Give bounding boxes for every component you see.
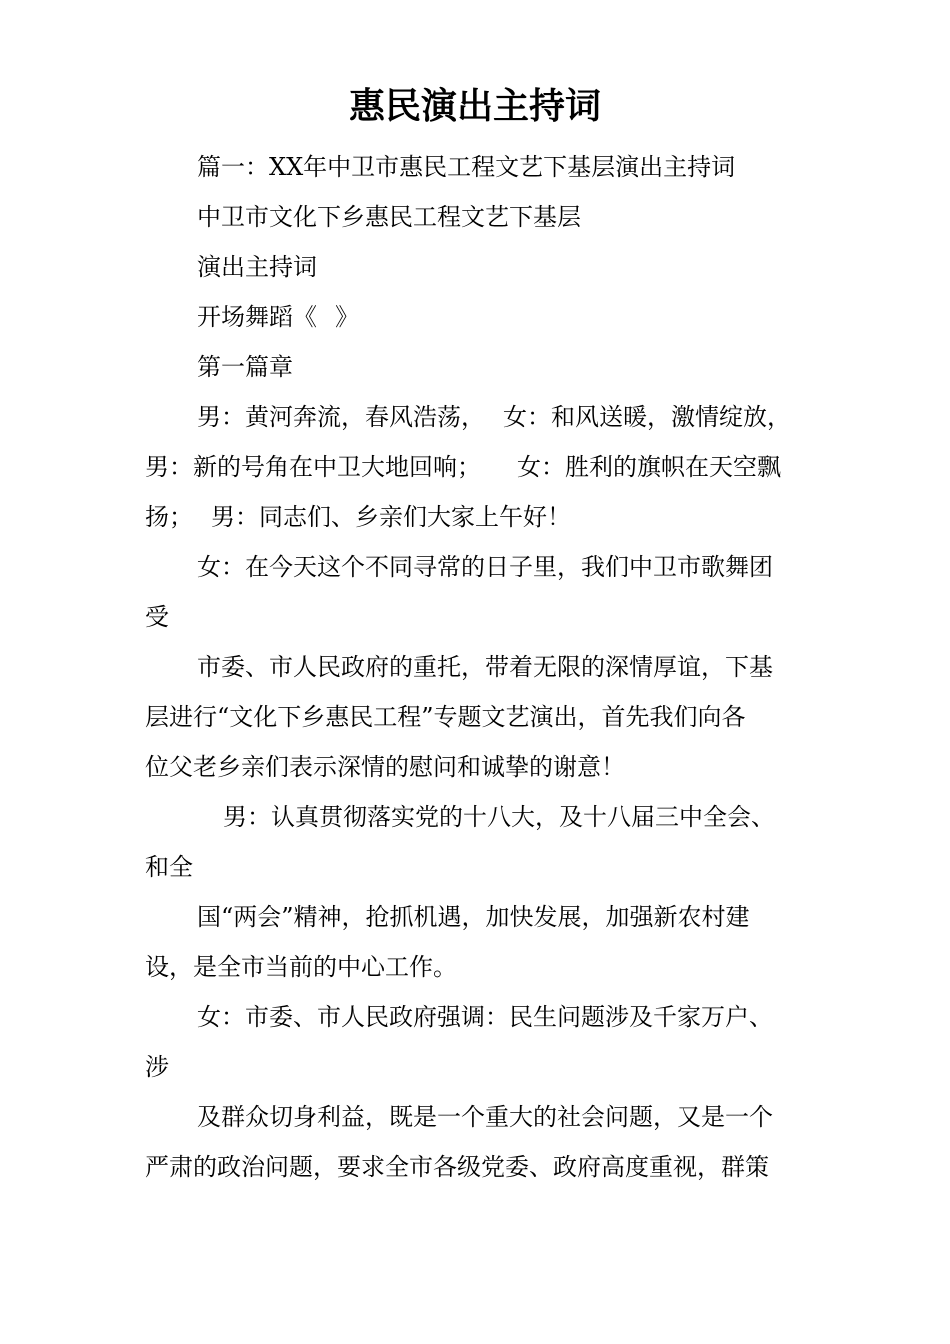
line-3: 演出主持词 xyxy=(197,253,317,281)
line-6 xyxy=(145,392,810,442)
line-5: 第一篇章 xyxy=(197,353,293,381)
line-2: 中卫市文化下乡惠民工程文艺下基层 xyxy=(197,203,581,231)
line-17: 设，是全市当前的中心工作。 xyxy=(145,953,457,981)
line-15: 和全 xyxy=(145,853,193,881)
line-10: 受 xyxy=(145,603,169,631)
line-11: 市委、市人民政府的重托，带着无限的深情厚谊，下基 xyxy=(197,653,773,681)
line-21: 严肃的政治问题，要求全市各级党委、政府高度重视，群策 xyxy=(145,1153,769,1181)
document-body xyxy=(145,142,810,1192)
line-8-male: 男：同志们、乡亲们大家上午好！ xyxy=(211,503,571,531)
line-14: 男：认真贯彻落实党的十八大，及十八届三中全会、 xyxy=(223,803,775,831)
line-8-end: 扬； xyxy=(145,503,193,531)
line-6-female: 女：和风送暖，激情绽放， xyxy=(503,403,791,431)
line-7-male: 男：新的号角在中卫大地回响； xyxy=(145,453,481,481)
line-13: 位父老乡亲们表示深情的慰问和诚挚的谢意！ xyxy=(145,753,625,781)
line-4-open: 开场舞蹈《 xyxy=(197,303,317,331)
line-16: 国“两会”精神，抢抓机遇，加快发展，加强新农村建 xyxy=(197,903,750,931)
document-title: 惠民演出主持词 xyxy=(348,85,601,127)
line-19: 涉 xyxy=(145,1053,169,1081)
line-7 xyxy=(145,442,810,492)
line-7-female: 女：胜利的旗帜在天空飘 xyxy=(517,453,781,481)
line-4-close: 》 xyxy=(335,303,359,331)
line-4 xyxy=(145,292,810,342)
line-12: 层进行“文化下乡惠民工程”专题文艺演出，首先我们向各 xyxy=(145,703,746,731)
line-1: 篇一：XX年中卫市惠民工程文艺下基层演出主持词 xyxy=(197,153,736,181)
line-20: 及群众切身利益，既是一个重大的社会问题，又是一个 xyxy=(197,1103,773,1131)
line-18: 女：市委、市人民政府强调：民生问题涉及千家万户、 xyxy=(197,1003,773,1031)
line-8 xyxy=(145,492,810,542)
line-9: 女：在今天这个不同寻常的日子里，我们中卫市歌舞团 xyxy=(197,553,773,581)
line-6-male: 男：黄河奔流，春风浩荡， xyxy=(197,403,485,431)
